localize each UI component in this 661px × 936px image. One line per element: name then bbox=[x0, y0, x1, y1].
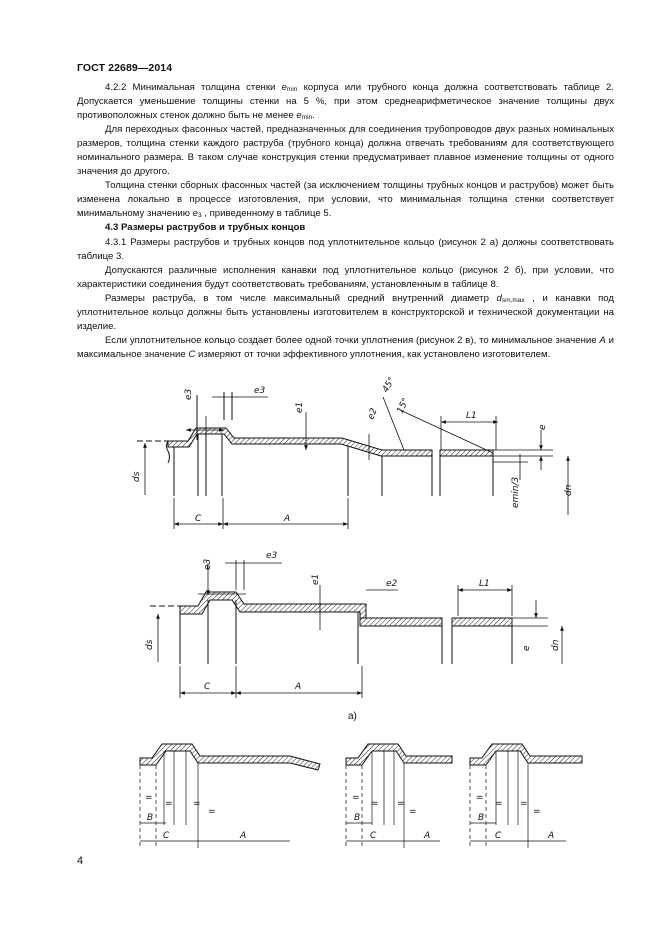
label-angle-15: 15° bbox=[395, 396, 412, 416]
svg-text:=: = bbox=[208, 807, 216, 817]
page-number: 4 bbox=[77, 855, 84, 867]
svg-text:=: = bbox=[476, 793, 484, 803]
drawing-middle bbox=[150, 560, 562, 698]
drawing-bottom-variant-3 bbox=[470, 744, 582, 848]
label-dn-mid: dn bbox=[551, 639, 561, 651]
label-B-1: B bbox=[147, 813, 154, 823]
label-e3-right-mid: e3 bbox=[266, 551, 278, 561]
label-L1: L1 bbox=[466, 411, 477, 421]
label-e3-left-mid: e3 bbox=[203, 558, 213, 570]
svg-text:=: = bbox=[352, 793, 360, 803]
label-L1-mid: L1 bbox=[479, 579, 490, 589]
label-e1: e1 bbox=[295, 401, 305, 413]
label-ds-mid: ds bbox=[145, 639, 155, 650]
label-C-2: C bbox=[370, 831, 377, 841]
pipe-wall-top bbox=[168, 428, 432, 456]
label-emin3: emin/3 bbox=[511, 476, 521, 508]
figure-caption-a: а) bbox=[348, 711, 357, 722]
section-heading-4-3: 4.3 Размеры раструбов и трубных концов bbox=[105, 222, 306, 234]
svg-text:=: = bbox=[371, 799, 379, 809]
svg-text:=: = bbox=[165, 799, 173, 809]
label-e2: e2 bbox=[366, 407, 380, 422]
svg-text:=: = bbox=[193, 799, 201, 809]
spigot-wall-top bbox=[440, 450, 493, 456]
drawing-bottom-variant-2 bbox=[346, 744, 452, 848]
label-dn: dn bbox=[564, 484, 574, 496]
svg-text:=: = bbox=[520, 799, 528, 809]
label-A-2: A bbox=[424, 831, 431, 841]
paragraph-4-2-2: 4.2.2 Минимальная толщина стенки $e_{min}$ корпуса или трубного конца должна соответствовать таблице 2. Допускается уменьшение толщины стенки на 5 %, при этом среднеарифметическое значение толщины двух противоположных стенок должно быть не менее $e_{min}$. bbox=[77, 82, 614, 122]
label-C: C bbox=[195, 514, 202, 524]
label-e3-right: e3 bbox=[254, 386, 266, 396]
paragraph-assembled-fittings: Толщина стенки сборных фасонных частей (за исключением толщины трубных концов и раструбов) может быть изменена локально в процессе изготовления, при условии, что минимальная толщина стенки соответствует минимальному значению $e_3$ , приведенному в таблице 5. bbox=[77, 180, 614, 220]
svg-text:=: = bbox=[397, 799, 405, 809]
label-C-3: C bbox=[495, 831, 502, 841]
svg-text:=: = bbox=[145, 793, 153, 803]
label-B-2: B bbox=[354, 813, 361, 823]
label-C-1: C bbox=[163, 831, 170, 841]
label-angle-45: 45° bbox=[380, 375, 398, 395]
label-A-mid: A bbox=[295, 682, 302, 692]
label-B-3: B bbox=[478, 813, 485, 823]
svg-text:=: = bbox=[495, 799, 503, 809]
label-A-1: A bbox=[240, 831, 247, 841]
label-e1-mid: e1 bbox=[311, 573, 321, 585]
svg-text:=: = bbox=[409, 807, 417, 817]
drawing-top bbox=[137, 392, 568, 529]
spigot-wall-middle-1 bbox=[360, 618, 442, 626]
paragraph-transition-fittings: Для переходных фасонных частей, предназначенных для соединения трубопроводов двух разных номинальных размеров, толщина стенки каждого раструба (трубного конца) должна отвечать требованиям для соответствующего номинального размера. В таком случае конструкция стенки предусматривает плавное изменение толщины от одного значения до другого. bbox=[77, 124, 614, 178]
label-e3-left: e3 bbox=[184, 388, 194, 400]
drawing-bottom-variant-1-labels bbox=[145, 793, 246, 841]
paragraph-4-3-1: 4.3.1 Размеры раструбов и трубных концов под уплотнительное кольцо (рисунок 2 а) должны соответствовать таблице 3. bbox=[77, 236, 614, 262]
drawing-bottom-variant-3-labels bbox=[476, 793, 554, 841]
label-e-mid: e bbox=[522, 645, 532, 651]
label-ds: ds bbox=[132, 471, 142, 482]
label-e: e bbox=[538, 424, 548, 430]
drawing-bottom-variant-2-labels bbox=[352, 793, 430, 841]
label-A-3: A bbox=[548, 831, 555, 841]
paragraph-socket-dimensions: Размеры раструба, в том числе максимальный средний внутренний диаметр $d_{sm,max}$ , и канавки под уплотнительное кольцо должны быть установлены изготовителем в конструкторской и технической документации на изделие. bbox=[77, 292, 614, 332]
svg-text:=: = bbox=[533, 807, 541, 817]
paragraph-seal-points: Если уплотнительное кольцо создает более одной точки уплотнения (рисунок 2 в), то минимальное значение A и максимальное значение C измеряют от точки эффективного уплотнения, как установлено изготовителем. bbox=[77, 334, 614, 360]
spigot-wall-middle-2 bbox=[452, 618, 512, 626]
paragraph-groove-variants: Допускаются различные исполнения канавки под уплотнительное кольцо (рисунок 2 б), при условии, что характеристики соединения будут соответствовать требованиям, установленным в таблице 8. bbox=[77, 264, 614, 290]
document-header: ГОСТ 22689—2014 bbox=[77, 62, 173, 74]
label-A: A bbox=[284, 514, 291, 524]
label-C-mid: C bbox=[204, 682, 211, 692]
label-e2-mid: e2 bbox=[386, 579, 398, 589]
